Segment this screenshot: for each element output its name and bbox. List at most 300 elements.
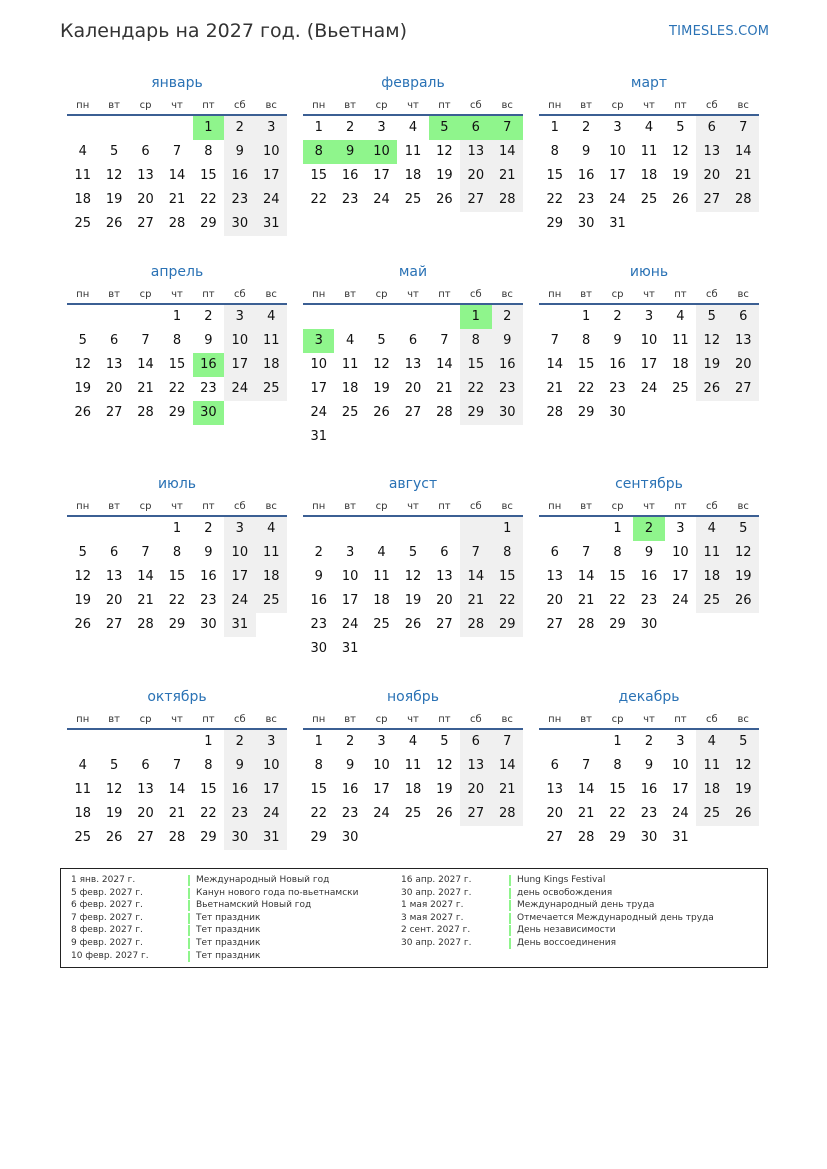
day-cell[interactable]: 18 <box>404 168 422 183</box>
day-cell[interactable]: 31 <box>310 429 327 444</box>
day-cell[interactable]: 17 <box>609 168 626 183</box>
day-cell[interactable]: 18 <box>373 593 390 608</box>
day-cell[interactable]: 18 <box>256 565 287 589</box>
day-cell[interactable]: 5 <box>676 120 685 135</box>
day-cell[interactable]: 21 <box>168 806 186 821</box>
day-cell[interactable]: 10 <box>640 333 658 348</box>
day-cell[interactable]: 9 <box>224 754 255 778</box>
day-cell[interactable]: 15 <box>460 353 491 377</box>
day-cell[interactable]: 30 <box>224 826 255 850</box>
day-cell[interactable]: 18 <box>640 168 658 183</box>
day-cell[interactable]: 6 <box>141 144 150 159</box>
day-cell[interactable]: 13 <box>404 357 422 372</box>
day-cell[interactable]: 19 <box>436 782 453 797</box>
day-cell[interactable]: 22 <box>200 806 217 821</box>
day-cell[interactable]: 11 <box>404 144 422 159</box>
day-cell[interactable]: 3 <box>256 730 287 754</box>
day-cell[interactable]: 31 <box>609 216 626 231</box>
day-cell[interactable]: 4 <box>408 734 418 749</box>
day-cell[interactable]: 30 <box>310 641 327 656</box>
day-cell[interactable]: 5 <box>408 545 418 560</box>
day-cell[interactable]: 30 <box>200 617 217 632</box>
day-cell[interactable]: 21 <box>168 192 186 207</box>
day-cell[interactable]: 1 <box>550 120 559 135</box>
day-cell[interactable]: 13 <box>105 357 123 372</box>
holiday-day-cell[interactable]: 10 <box>366 140 397 164</box>
day-cell[interactable]: 26 <box>74 405 91 420</box>
day-cell[interactable]: 3 <box>676 521 685 536</box>
day-cell[interactable]: 6 <box>440 545 449 560</box>
day-cell[interactable]: 31 <box>341 641 359 656</box>
day-cell[interactable]: 11 <box>256 541 287 565</box>
day-cell[interactable]: 2 <box>613 309 622 324</box>
day-cell[interactable]: 7 <box>460 541 491 565</box>
day-cell[interactable]: 3 <box>377 120 386 135</box>
day-cell[interactable]: 26 <box>696 377 727 401</box>
day-cell[interactable]: 1 <box>172 309 182 324</box>
day-cell[interactable]: 5 <box>440 734 449 749</box>
day-cell[interactable]: 11 <box>373 569 390 584</box>
day-cell[interactable]: 14 <box>546 357 563 372</box>
day-cell[interactable]: 24 <box>672 593 689 608</box>
day-cell[interactable]: 30 <box>341 830 359 845</box>
day-cell[interactable]: 23 <box>640 593 658 608</box>
day-cell[interactable]: 29 <box>310 830 327 845</box>
day-cell[interactable]: 29 <box>168 617 186 632</box>
day-cell[interactable]: 4 <box>256 517 287 541</box>
day-cell[interactable]: 8 <box>492 541 523 565</box>
day-cell[interactable]: 12 <box>436 144 453 159</box>
day-cell[interactable]: 4 <box>256 305 287 329</box>
day-cell[interactable]: 28 <box>546 405 563 420</box>
day-cell[interactable]: 4 <box>644 120 654 135</box>
day-cell[interactable]: 16 <box>577 168 595 183</box>
day-cell[interactable]: 26 <box>436 806 453 821</box>
day-cell[interactable]: 11 <box>640 144 658 159</box>
day-cell[interactable]: 27 <box>436 617 453 632</box>
day-cell[interactable]: 19 <box>74 593 91 608</box>
day-cell[interactable]: 24 <box>224 377 255 401</box>
day-cell[interactable]: 24 <box>640 381 658 396</box>
day-cell[interactable]: 5 <box>78 545 87 560</box>
day-cell[interactable]: 8 <box>613 758 622 773</box>
day-cell[interactable]: 20 <box>105 381 123 396</box>
day-cell[interactable]: 18 <box>256 353 287 377</box>
day-cell[interactable]: 6 <box>728 305 759 329</box>
day-cell[interactable]: 25 <box>672 381 689 396</box>
day-cell[interactable]: 2 <box>204 521 213 536</box>
day-cell[interactable]: 17 <box>310 381 327 396</box>
day-cell[interactable]: 24 <box>256 802 287 826</box>
day-cell[interactable]: 27 <box>137 830 154 845</box>
day-cell[interactable]: 23 <box>200 381 217 396</box>
day-cell[interactable]: 20 <box>460 164 491 188</box>
day-cell[interactable]: 7 <box>172 758 182 773</box>
day-cell[interactable]: 10 <box>609 144 626 159</box>
day-cell[interactable]: 25 <box>404 806 422 821</box>
day-cell[interactable]: 13 <box>460 754 491 778</box>
day-cell[interactable]: 16 <box>200 569 217 584</box>
day-cell[interactable]: 23 <box>577 192 595 207</box>
day-cell[interactable]: 2 <box>345 734 355 749</box>
day-cell[interactable]: 25 <box>640 192 658 207</box>
day-cell[interactable]: 18 <box>74 192 91 207</box>
day-cell[interactable]: 15 <box>168 357 186 372</box>
day-cell[interactable]: 29 <box>546 216 563 231</box>
day-cell[interactable]: 22 <box>460 377 491 401</box>
day-cell[interactable]: 25 <box>256 377 287 401</box>
day-cell[interactable]: 25 <box>404 192 422 207</box>
day-cell[interactable]: 11 <box>256 329 287 353</box>
day-cell[interactable]: 6 <box>141 758 150 773</box>
day-cell[interactable]: 19 <box>728 778 759 802</box>
day-cell[interactable]: 12 <box>74 569 91 584</box>
day-cell[interactable]: 12 <box>74 357 91 372</box>
day-cell[interactable]: 27 <box>105 617 123 632</box>
day-cell[interactable]: 9 <box>644 545 654 560</box>
day-cell[interactable]: 14 <box>577 782 595 797</box>
day-cell[interactable]: 9 <box>644 758 654 773</box>
day-cell[interactable]: 29 <box>200 830 217 845</box>
day-cell[interactable]: 20 <box>137 192 154 207</box>
day-cell[interactable]: 29 <box>609 830 626 845</box>
day-cell[interactable]: 14 <box>168 782 186 797</box>
day-cell[interactable]: 1 <box>204 734 213 749</box>
day-cell[interactable]: 4 <box>408 120 418 135</box>
day-cell[interactable]: 7 <box>172 144 182 159</box>
day-cell[interactable]: 7 <box>440 333 449 348</box>
day-cell[interactable]: 14 <box>492 140 523 164</box>
day-cell[interactable]: 21 <box>436 381 453 396</box>
day-cell[interactable]: 3 <box>377 734 386 749</box>
day-cell[interactable]: 6 <box>109 545 119 560</box>
day-cell[interactable]: 11 <box>696 541 727 565</box>
day-cell[interactable]: 28 <box>168 216 186 231</box>
day-cell[interactable]: 17 <box>256 164 287 188</box>
day-cell[interactable]: 1 <box>581 309 591 324</box>
day-cell[interactable]: 21 <box>460 589 491 613</box>
day-cell[interactable]: 16 <box>341 782 359 797</box>
day-cell[interactable]: 14 <box>492 754 523 778</box>
day-cell[interactable]: 9 <box>204 545 213 560</box>
day-cell[interactable]: 26 <box>373 405 390 420</box>
day-cell[interactable]: 15 <box>200 168 217 183</box>
day-cell[interactable]: 6 <box>550 545 559 560</box>
day-cell[interactable]: 20 <box>105 593 123 608</box>
day-cell[interactable]: 12 <box>436 758 453 773</box>
day-cell[interactable]: 12 <box>373 357 390 372</box>
day-cell[interactable]: 14 <box>168 168 186 183</box>
day-cell[interactable]: 9 <box>204 333 213 348</box>
day-cell[interactable]: 13 <box>696 140 727 164</box>
day-cell[interactable]: 20 <box>546 806 563 821</box>
day-cell[interactable]: 9 <box>345 758 355 773</box>
holiday-day-cell[interactable]: 2 <box>633 517 664 541</box>
day-cell[interactable]: 5 <box>728 730 759 754</box>
day-cell[interactable]: 16 <box>224 778 255 802</box>
day-cell[interactable]: 7 <box>728 116 759 140</box>
day-cell[interactable]: 22 <box>609 593 626 608</box>
day-cell[interactable]: 10 <box>224 541 255 565</box>
day-cell[interactable]: 12 <box>696 329 727 353</box>
day-cell[interactable]: 13 <box>546 569 563 584</box>
day-cell[interactable]: 13 <box>460 140 491 164</box>
holiday-day-cell[interactable]: 7 <box>492 116 523 140</box>
day-cell[interactable]: 27 <box>137 216 154 231</box>
day-cell[interactable]: 17 <box>256 778 287 802</box>
day-cell[interactable]: 19 <box>672 168 689 183</box>
day-cell[interactable]: 27 <box>546 830 563 845</box>
day-cell[interactable]: 7 <box>492 730 523 754</box>
day-cell[interactable]: 19 <box>696 353 727 377</box>
day-cell[interactable]: 15 <box>609 569 626 584</box>
day-cell[interactable]: 1 <box>314 120 323 135</box>
day-cell[interactable]: 20 <box>460 778 491 802</box>
day-cell[interactable]: 29 <box>492 613 523 637</box>
day-cell[interactable]: 17 <box>672 782 689 797</box>
day-cell[interactable]: 3 <box>613 120 622 135</box>
day-cell[interactable]: 21 <box>492 778 523 802</box>
day-cell[interactable]: 14 <box>436 357 453 372</box>
day-cell[interactable]: 7 <box>550 333 559 348</box>
day-cell[interactable]: 2 <box>224 730 255 754</box>
holiday-day-cell[interactable]: 8 <box>303 140 334 164</box>
day-cell[interactable]: 15 <box>200 782 217 797</box>
day-cell[interactable]: 23 <box>492 377 523 401</box>
day-cell[interactable]: 5 <box>109 758 119 773</box>
day-cell[interactable]: 18 <box>672 357 689 372</box>
day-cell[interactable]: 13 <box>105 569 123 584</box>
day-cell[interactable]: 24 <box>341 617 359 632</box>
day-cell[interactable]: 2 <box>204 309 213 324</box>
day-cell[interactable]: 8 <box>550 144 559 159</box>
day-cell[interactable]: 6 <box>109 333 119 348</box>
day-cell[interactable]: 18 <box>404 782 422 797</box>
day-cell[interactable]: 26 <box>672 192 689 207</box>
day-cell[interactable]: 23 <box>640 806 658 821</box>
day-cell[interactable]: 25 <box>373 617 390 632</box>
day-cell[interactable]: 10 <box>256 754 287 778</box>
day-cell[interactable]: 6 <box>408 333 418 348</box>
day-cell[interactable]: 1 <box>314 734 323 749</box>
day-cell[interactable]: 20 <box>546 593 563 608</box>
day-cell[interactable]: 20 <box>404 381 422 396</box>
day-cell[interactable]: 28 <box>492 188 523 212</box>
day-cell[interactable]: 24 <box>609 192 626 207</box>
day-cell[interactable]: 23 <box>200 593 217 608</box>
day-cell[interactable]: 7 <box>141 545 150 560</box>
day-cell[interactable]: 31 <box>256 212 287 236</box>
day-cell[interactable]: 21 <box>137 593 154 608</box>
holiday-day-cell[interactable]: 1 <box>193 116 224 140</box>
day-cell[interactable]: 17 <box>373 168 390 183</box>
day-cell[interactable]: 22 <box>609 806 626 821</box>
holiday-day-cell[interactable]: 3 <box>303 329 334 353</box>
day-cell[interactable]: 10 <box>373 758 390 773</box>
day-cell[interactable]: 19 <box>436 168 453 183</box>
day-cell[interactable]: 19 <box>105 192 123 207</box>
day-cell[interactable]: 1 <box>613 734 622 749</box>
day-cell[interactable]: 3 <box>345 545 355 560</box>
day-cell[interactable]: 9 <box>581 144 591 159</box>
day-cell[interactable]: 15 <box>310 782 327 797</box>
day-cell[interactable]: 25 <box>696 589 727 613</box>
day-cell[interactable]: 8 <box>460 329 491 353</box>
day-cell[interactable]: 7 <box>141 333 150 348</box>
day-cell[interactable]: 3 <box>256 116 287 140</box>
day-cell[interactable]: 26 <box>728 802 759 826</box>
day-cell[interactable]: 26 <box>105 216 123 231</box>
day-cell[interactable]: 20 <box>137 806 154 821</box>
day-cell[interactable]: 8 <box>204 144 213 159</box>
day-cell[interactable]: 4 <box>377 545 386 560</box>
day-cell[interactable]: 24 <box>256 188 287 212</box>
day-cell[interactable]: 4 <box>345 333 355 348</box>
day-cell[interactable]: 2 <box>492 305 523 329</box>
day-cell[interactable]: 25 <box>74 830 91 845</box>
day-cell[interactable]: 26 <box>728 589 759 613</box>
day-cell[interactable]: 14 <box>137 357 154 372</box>
day-cell[interactable]: 4 <box>78 144 87 159</box>
day-cell[interactable]: 28 <box>137 405 154 420</box>
day-cell[interactable]: 29 <box>168 405 186 420</box>
day-cell[interactable]: 19 <box>74 381 91 396</box>
day-cell[interactable]: 10 <box>672 758 689 773</box>
day-cell[interactable]: 11 <box>404 758 422 773</box>
day-cell[interactable]: 28 <box>728 188 759 212</box>
day-cell[interactable]: 30 <box>577 216 595 231</box>
day-cell[interactable]: 23 <box>224 802 255 826</box>
day-cell[interactable]: 15 <box>492 565 523 589</box>
day-cell[interactable]: 13 <box>137 168 154 183</box>
day-cell[interactable]: 20 <box>696 164 727 188</box>
day-cell[interactable]: 22 <box>492 589 523 613</box>
day-cell[interactable]: 25 <box>341 405 359 420</box>
day-cell[interactable]: 24 <box>310 405 327 420</box>
day-cell[interactable]: 27 <box>460 188 491 212</box>
day-cell[interactable]: 23 <box>224 188 255 212</box>
day-cell[interactable]: 20 <box>728 353 759 377</box>
day-cell[interactable]: 12 <box>105 168 123 183</box>
day-cell[interactable]: 18 <box>696 565 727 589</box>
day-cell[interactable]: 5 <box>696 305 727 329</box>
day-cell[interactable]: 26 <box>404 617 422 632</box>
day-cell[interactable]: 22 <box>546 192 563 207</box>
day-cell[interactable]: 12 <box>728 754 759 778</box>
day-cell[interactable]: 5 <box>377 333 386 348</box>
day-cell[interactable]: 13 <box>436 569 453 584</box>
day-cell[interactable]: 28 <box>137 617 154 632</box>
holiday-day-cell[interactable]: 1 <box>460 305 491 329</box>
day-cell[interactable]: 11 <box>696 754 727 778</box>
day-cell[interactable]: 22 <box>310 806 327 821</box>
day-cell[interactable]: 7 <box>581 758 591 773</box>
day-cell[interactable]: 10 <box>341 569 359 584</box>
day-cell[interactable]: 18 <box>74 806 91 821</box>
day-cell[interactable]: 8 <box>172 545 182 560</box>
day-cell[interactable]: 8 <box>314 758 323 773</box>
site-link[interactable]: TIMESLES.COM <box>669 24 770 39</box>
day-cell[interactable]: 16 <box>609 357 626 372</box>
day-cell[interactable]: 31 <box>256 826 287 850</box>
day-cell[interactable]: 21 <box>577 593 595 608</box>
day-cell[interactable]: 4 <box>676 309 685 324</box>
day-cell[interactable]: 8 <box>172 333 182 348</box>
day-cell[interactable]: 28 <box>436 405 453 420</box>
day-cell[interactable]: 22 <box>310 192 327 207</box>
day-cell[interactable]: 29 <box>200 216 217 231</box>
day-cell[interactable]: 27 <box>105 405 123 420</box>
day-cell[interactable]: 5 <box>78 333 87 348</box>
day-cell[interactable]: 28 <box>460 613 491 637</box>
day-cell[interactable]: 29 <box>460 401 491 425</box>
day-cell[interactable]: 21 <box>137 381 154 396</box>
day-cell[interactable]: 22 <box>200 192 217 207</box>
day-cell[interactable]: 22 <box>577 381 595 396</box>
day-cell[interactable]: 21 <box>492 164 523 188</box>
day-cell[interactable]: 10 <box>310 357 327 372</box>
day-cell[interactable]: 10 <box>224 329 255 353</box>
day-cell[interactable]: 24 <box>373 192 390 207</box>
day-cell[interactable]: 27 <box>460 802 491 826</box>
day-cell[interactable]: 9 <box>613 333 622 348</box>
day-cell[interactable]: 23 <box>341 192 359 207</box>
day-cell[interactable]: 16 <box>224 164 255 188</box>
holiday-day-cell[interactable]: 16 <box>193 353 224 377</box>
day-cell[interactable]: 25 <box>74 216 91 231</box>
day-cell[interactable]: 27 <box>696 188 727 212</box>
day-cell[interactable]: 10 <box>256 140 287 164</box>
day-cell[interactable]: 17 <box>672 569 689 584</box>
day-cell[interactable]: 8 <box>613 545 622 560</box>
day-cell[interactable]: 3 <box>224 517 255 541</box>
day-cell[interactable]: 12 <box>728 541 759 565</box>
day-cell[interactable]: 11 <box>672 333 689 348</box>
day-cell[interactable]: 27 <box>404 405 422 420</box>
day-cell[interactable]: 30 <box>640 617 658 632</box>
day-cell[interactable]: 5 <box>109 144 119 159</box>
day-cell[interactable]: 1 <box>613 521 622 536</box>
day-cell[interactable]: 1 <box>172 521 182 536</box>
day-cell[interactable]: 15 <box>546 168 563 183</box>
day-cell[interactable]: 9 <box>314 569 323 584</box>
day-cell[interactable]: 17 <box>373 782 390 797</box>
day-cell[interactable]: 9 <box>492 329 523 353</box>
day-cell[interactable]: 14 <box>137 569 154 584</box>
day-cell[interactable]: 24 <box>224 589 255 613</box>
day-cell[interactable]: 4 <box>696 517 727 541</box>
day-cell[interactable]: 18 <box>696 778 727 802</box>
day-cell[interactable]: 19 <box>373 381 390 396</box>
day-cell[interactable]: 19 <box>728 565 759 589</box>
day-cell[interactable]: 13 <box>546 782 563 797</box>
day-cell[interactable]: 4 <box>696 730 727 754</box>
day-cell[interactable]: 16 <box>492 353 523 377</box>
day-cell[interactable]: 27 <box>728 377 759 401</box>
day-cell[interactable]: 17 <box>640 357 658 372</box>
day-cell[interactable]: 6 <box>550 758 559 773</box>
day-cell[interactable]: 22 <box>168 593 186 608</box>
day-cell[interactable]: 12 <box>404 569 422 584</box>
day-cell[interactable]: 27 <box>546 617 563 632</box>
day-cell[interactable]: 13 <box>728 329 759 353</box>
day-cell[interactable]: 1 <box>492 517 523 541</box>
holiday-day-cell[interactable]: 6 <box>460 116 491 140</box>
day-cell[interactable]: 15 <box>577 357 595 372</box>
day-cell[interactable]: 11 <box>74 782 91 797</box>
day-cell[interactable]: 19 <box>404 593 422 608</box>
day-cell[interactable]: 30 <box>492 401 523 425</box>
